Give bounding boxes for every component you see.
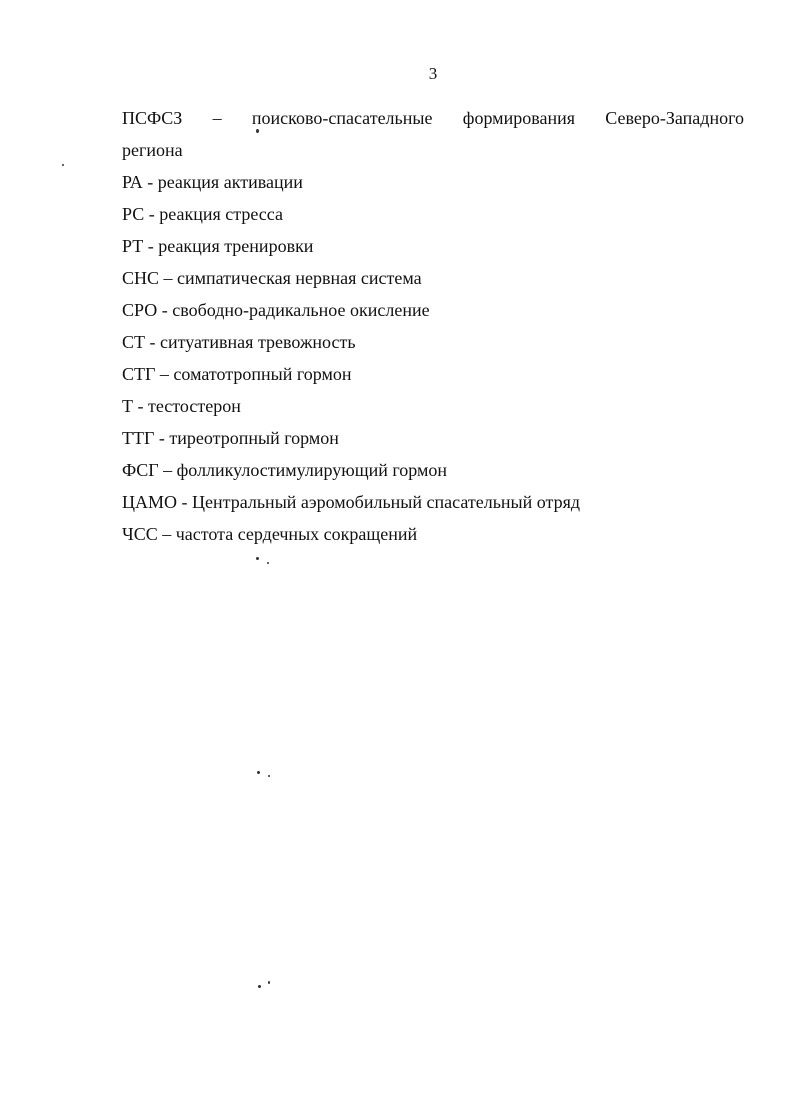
- separator: -: [137, 396, 144, 416]
- abbreviation: СТ: [122, 332, 146, 352]
- abbreviation: РТ: [122, 236, 144, 256]
- abbreviation-list: [122, 102, 744, 550]
- abbreviation-entry: [122, 326, 744, 358]
- page-number: 3: [428, 64, 438, 83]
- separator: –: [163, 460, 173, 480]
- abbreviation: ПСФСЗ: [122, 108, 183, 128]
- scan-speck: [256, 557, 259, 560]
- definition: ситуативная тревожность: [160, 332, 356, 352]
- separator: –: [159, 364, 169, 384]
- definition: тестостерон: [148, 396, 241, 416]
- definition-continuation: региона: [122, 140, 183, 160]
- abbreviation-entry: [122, 454, 744, 486]
- definition: реакция активации: [157, 172, 303, 192]
- scan-speck: [268, 981, 270, 984]
- definition: частота сердечных сокращений: [175, 524, 418, 544]
- scan-speck: [257, 771, 260, 774]
- separator: -: [147, 236, 154, 256]
- definition: реакция стресса: [159, 204, 283, 224]
- definition: симпатическая нервная система: [177, 268, 422, 288]
- scan-speck: [267, 562, 269, 564]
- definition: реакция тренировки: [158, 236, 314, 256]
- separator: -: [161, 300, 168, 320]
- abbreviation-entry: [122, 294, 744, 326]
- abbreviation: ТТГ: [122, 428, 155, 448]
- abbreviation: СНС: [122, 268, 160, 288]
- abbreviation: ЧСС: [122, 524, 158, 544]
- abbreviation-entry: [122, 390, 744, 422]
- definition: соматотропный гормон: [173, 364, 352, 384]
- separator: -: [158, 428, 165, 448]
- abbreviation-entry: [122, 262, 744, 294]
- abbreviation: ФСГ: [122, 460, 159, 480]
- scan-speck: [256, 129, 259, 133]
- abbreviation: ЦАМО: [122, 492, 178, 512]
- scan-speck: [268, 775, 270, 777]
- scan-speck: [62, 164, 64, 166]
- separator: –: [162, 524, 172, 544]
- definition: поисково-спасательные формирования Северо-Западного: [251, 108, 745, 128]
- abbreviation-entry: [122, 518, 744, 550]
- separator: -: [181, 492, 188, 512]
- abbreviation: РА: [122, 172, 143, 192]
- separator: -: [147, 172, 154, 192]
- abbreviation: РС: [122, 204, 145, 224]
- separator: -: [148, 204, 155, 224]
- abbreviation-entry: [122, 422, 744, 454]
- abbreviation-entry: [122, 102, 744, 134]
- definition: свободно-радикальное окисление: [172, 300, 430, 320]
- abbreviation-entry: [122, 198, 744, 230]
- abbreviation-entry: [122, 230, 744, 262]
- separator: –: [163, 268, 173, 288]
- scan-speck: [258, 985, 261, 988]
- abbreviation: СТГ: [122, 364, 156, 384]
- definition: Центральный аэромобильный спасательный отряд: [192, 492, 581, 512]
- abbreviation-entry: [122, 358, 744, 390]
- abbreviation: СРО: [122, 300, 158, 320]
- abbreviation-entry: [122, 166, 744, 198]
- separator: –: [212, 108, 222, 128]
- abbreviation-entry: [122, 486, 744, 518]
- definition: тиреотропный гормон: [169, 428, 339, 448]
- abbreviation: Т: [122, 396, 133, 416]
- separator: -: [149, 332, 156, 352]
- definition: фолликулостимулирующий гормон: [176, 460, 448, 480]
